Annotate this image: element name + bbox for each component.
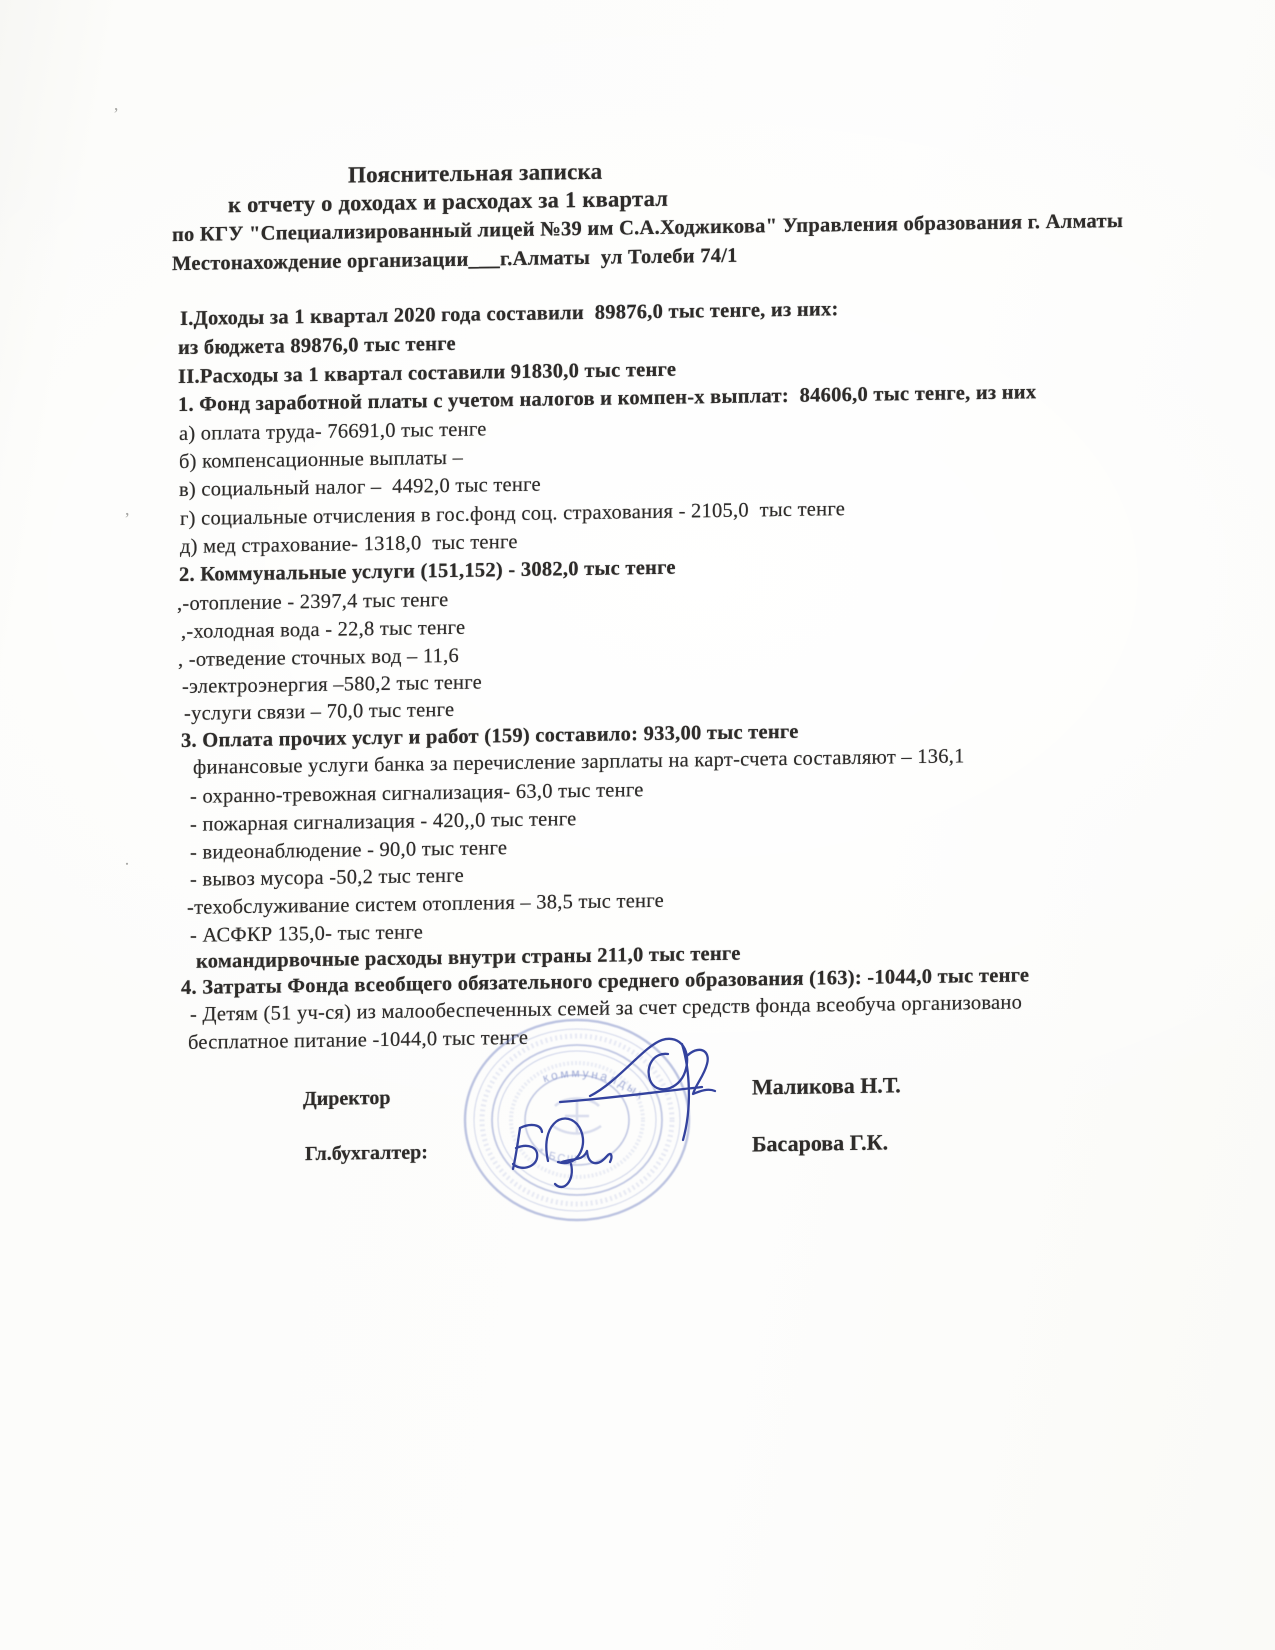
chief-accountant-label: Гл.бухгалтер: <box>305 1141 428 1166</box>
stamp-arc-text-top: коммуналдык <box>540 1065 649 1103</box>
signatures-overlay <box>450 1000 770 1215</box>
document-title-line1: Пояснительная записка <box>348 158 603 188</box>
document-line: а) оплата труда- 76691,0 тыс тенге <box>179 418 487 445</box>
document-line: 4. Затраты Фонда всеобщего обязательного среднего образования (163): -1044,0 тыс тенге <box>181 964 1030 999</box>
document-line: - Детям (51 уч-ся) из малообеспеченных семей за счет средств фонда всеобуча организовано <box>190 991 1023 1026</box>
scan-artifact-mark: · <box>124 853 130 874</box>
document-line: -электроэнергия –580,2 тыс тенге <box>182 671 483 698</box>
document-line: - АСФКР 135,0- тыс тенге <box>190 921 424 947</box>
document-line: I.Доходы за 1 квартал 2020 года составили 89876,0 тыс тенге, из них: <box>180 298 839 330</box>
document-title-line2: к отчету о доходах и расходах за 1 квартал <box>228 185 669 218</box>
document-address-line: Местонахождение организации___г.Алматы ул Толеби 74/1 <box>172 244 738 276</box>
document-line: 2. Коммунальные услуги (151,152) - 3082,0 тыс тенге <box>179 556 676 586</box>
document-line: , -отведение сточных вод – 11,6 <box>178 644 460 671</box>
scan-artifact-mark: , <box>125 498 130 519</box>
document-line: д) мед страхование- 1318,0 тыс тенге <box>180 530 518 558</box>
document-line: ,-холодная вода - 22,8 тыс тенге <box>181 616 466 643</box>
scan-artifact-mark: ’ <box>113 103 119 124</box>
document-line: бесплатное питание -1044,0 тыс тенге <box>188 1026 529 1054</box>
document-line: б) компенсационные выплаты – <box>179 446 464 473</box>
document-line: командирвочные расходы внутри страны 211,0 тыс тенге <box>196 942 741 973</box>
director-name: Маликова Н.Т. <box>752 1072 901 1100</box>
stamp-arc-text-bottom: * БСШ * <box>536 1146 591 1167</box>
document-line: из бюджета 89876,0 тыс тенге <box>178 332 456 359</box>
document-line: -техобслуживание систем отопления – 38,5 тыс тенге <box>187 889 665 919</box>
chief-accountant-name: Басарова Г.К. <box>752 1129 889 1157</box>
document-line: -услуги связи – 70,0 тыс тенге <box>184 698 455 725</box>
chief-accountant-signature <box>513 1119 611 1187</box>
document-line: - вывоз мусора -50,2 тыс тенге <box>190 864 465 891</box>
document-line: - пожарная сигнализация - 420,,0 тыс тенге <box>190 808 577 836</box>
director-label: Директор <box>303 1086 391 1111</box>
document-line: - охранно-тревожная сигнализация- 63,0 тыс тенге <box>190 779 644 808</box>
document-line: г) социальные отчисления в гос.фонд соц. страхования - 2105,0 тыс тенге <box>180 498 846 530</box>
document-line: - видеонаблюдение - 90,0 тыс тенге <box>190 837 508 864</box>
document-line: 3. Оплата прочих услуг и работ (159) составило: 933,00 тыс тенге <box>181 720 799 752</box>
document-line: 1. Фонд заработной платы с учетом налогов и компен-х выплат: 84606,0 тыс тенге, из них <box>178 381 1037 416</box>
document-line: финансовые услуги банка за перечисление зарплаты на карт-счета составляют – 136,1 <box>193 745 965 779</box>
director-signature <box>560 1039 715 1140</box>
document-line: ,-отопление - 2397,4 тыс тенге <box>177 588 449 616</box>
document-line: в) социальный налог – 4492,0 тыс тенге <box>179 473 541 501</box>
document-line: II.Расходы за 1 квартал составили 91830,0 тыс тенге <box>178 358 677 388</box>
document-org-line: по КГУ "Специализированный лицей №39 им С.А.Ходжикова" Управления образования г. Алматы <box>172 209 1124 247</box>
